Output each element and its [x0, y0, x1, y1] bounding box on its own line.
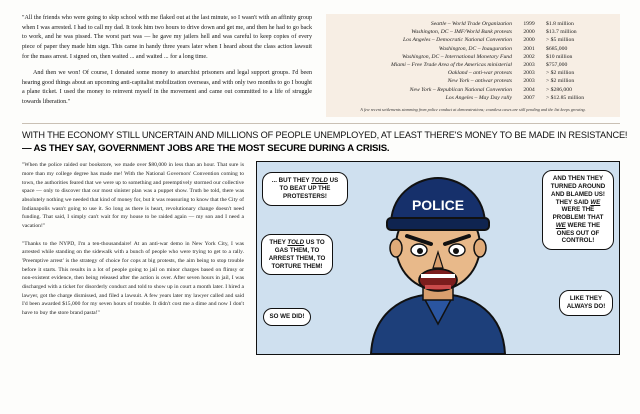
- settlement-event: Los Angeles – Democratic National Convention: [402, 37, 512, 44]
- headline-banner: [22, 123, 628, 155]
- settlement-event: Washington, DC – International Monetary Fund: [401, 53, 512, 60]
- table-row: [334, 20, 612, 28]
- bubble-so-we-did: SO WE DID!: [263, 308, 311, 326]
- settlement-year: 2003: [523, 62, 535, 69]
- settlement-year: 2001: [523, 45, 535, 52]
- top-section: [22, 14, 620, 117]
- bubble-gas-arrest: THEY TOLD US TO GAS THEM, TO ARREST THEM, TO TORTURE THEM!: [261, 234, 333, 275]
- comic-artwork: [257, 162, 619, 354]
- settlement-table-card: [326, 14, 620, 117]
- settlement-year: 2003: [523, 78, 535, 85]
- settlement-year: 1999: [523, 21, 535, 28]
- table-row: [334, 61, 612, 69]
- settlement-year: 2004: [523, 86, 535, 93]
- settlement-amount: > $286,000: [546, 86, 572, 93]
- settlement-event: Miami – Free Trade Area of the Americas ministerial: [390, 62, 512, 69]
- settlement-amount: > $2 million: [546, 78, 575, 85]
- testimonial-nypd: "Thanks to the NYPD, I'm a ten-thousandaire! At an anti-war demo in New York City, I was arrested while standing on the sidewalk with a bunch of people who were trying to get to a rally. 'Preemptive arrest' is the strategy of choice for cops at big protests, the aim being to stop trouble before it starts. This results in a lot of people going to jail on minor charges based on flimsy or non-existent evidence, then being released after the action is over. After seven hours in jail, I was discharged with a ticket for disorderly conduct and told to show up in court a month later. I hired a lawyer, got the charge dismissed, and filed a lawsuit. A few years later my lawyer called and said I'd been awarded $15,000 for my seven hours of trouble. It didn't cost me a dime and now I don't have to buy the store brand pasta!": [22, 240, 244, 316]
- settlement-amount: $1.8 million: [546, 21, 574, 28]
- table-row: [334, 94, 612, 102]
- settlement-amount: > $2 million: [546, 70, 575, 77]
- bubble-like-they-do: LIKE THEY ALWAYS DO!: [559, 290, 613, 316]
- table-row: [334, 86, 612, 94]
- settlement-event: Seattle – World Trade Organization: [430, 21, 512, 28]
- table-row: [334, 77, 612, 85]
- settlement-table-note: A few recent settlements stemming from police conduct at demonstrations; countless cases are still pending and the list keeps growing.: [360, 106, 586, 112]
- article-paragraph: "All the friends who were going to skip school with me flaked out at the last minute, so I wasn't with an affinity group when I was arrested. I had to call my dad. It took him two hours to drive down and get me, and then he had to go back to work, and he was pissed. The worst part was — he gave my jailers hell and was careful to keep copies of every piece of paper they made him sign. This came in handy three years later when I heard about the class action lawsuit for the mass arrest. I signed on, then waited ... and waited ... for a long time.: [22, 15, 312, 60]
- settlement-event: Washington, DC – IMF/World Bank protests: [411, 29, 512, 36]
- testimonial-column: [22, 161, 244, 326]
- settlement-year: 2000: [523, 37, 535, 44]
- settlement-amount: $10 million: [546, 53, 573, 60]
- settlement-event: New York – antiwar protests: [447, 78, 512, 85]
- table-row: [334, 45, 612, 53]
- bubble-told-beat: ... BUT THEY TOLD US TO BEAT UP THE PROTESTERS!: [262, 172, 348, 205]
- table-row: [334, 28, 612, 36]
- article-column: [22, 14, 312, 115]
- settlement-event: Washington, DC – Inauguration: [438, 45, 512, 52]
- angry-cop-illustration: [363, 174, 513, 354]
- testimonial-bookstore: "When the police raided our bookstore, we made over $80,000 in less than an hour. That sure is more than my college degree has made me! With the National Governors' Convention coming to town, the authorities feared that we were up to something and preemptively stormed our collective space — only to discover that our most sinister plan was a puppet show. Truth be told, there was absolutely nothing we needed that kind of money for, but it was reassuring to know that the City of Indianapolis wasn't going to use it. So long as there is heart, revolutionary change doesn't need funding. That said, I simply can't wait for my house to be raided again — my son and I need a vacation!": [22, 162, 244, 229]
- settlement-amount: $685,000: [546, 45, 568, 52]
- table-row: [334, 36, 612, 44]
- settlement-year: 2003: [523, 70, 535, 77]
- settlement-event: New York – Republican National Convention: [409, 86, 512, 93]
- settlement-year: 2000: [523, 29, 535, 36]
- helmet-label: POLICE: [411, 196, 465, 213]
- settlement-table-body: [334, 20, 612, 102]
- settlement-year: 2002: [523, 53, 535, 60]
- settlement-table: [334, 20, 612, 102]
- settlement-amount: > $5 million: [546, 37, 575, 44]
- settlement-event: Oakland – anti-war protests: [447, 70, 512, 77]
- settlement-amount: $757,000: [546, 62, 568, 69]
- bottom-section: [22, 161, 620, 355]
- settlement-event: Los Angeles – May Day rally: [445, 94, 512, 101]
- settlement-amount: $13.7 million: [546, 29, 577, 36]
- table-row: [334, 69, 612, 77]
- bubble-blamed-us: AND THEN THEY TURNED AROUND AND BLAMED US! THEY SAID WE WERE THE PROBLEM! THAT WE WERE THE ONES OUT OF CONTROL!: [542, 170, 614, 250]
- comic-panel: [256, 161, 620, 355]
- table-row: [334, 53, 612, 61]
- article-paragraph: And then we won! Of course, I donated some money to anarchist prisoners and legal support groups. I'd been hearing good things about an upcoming anti-capitalist mobilization overseas, and with only two months to go I bought a plane ticket. I used the money to reinvent myself in the movement and came out committed to a life of struggle towards liberation.": [22, 70, 312, 105]
- settlement-amount: > $12.85 million: [546, 94, 585, 101]
- headline-line-1: WITH THE ECONOMY STILL UNCERTAIN AND MILLIONS OF PEOPLE UNEMPLOYED, AT LEAST THERE'S MONEY TO BE MADE IN RESISTANCE!: [22, 130, 628, 141]
- headline-line-2: — AS THEY SAY, GOVERNMENT JOBS ARE THE MOST SECURE DURING A CRISIS.: [22, 143, 390, 155]
- settlement-year: 2007: [523, 94, 535, 101]
